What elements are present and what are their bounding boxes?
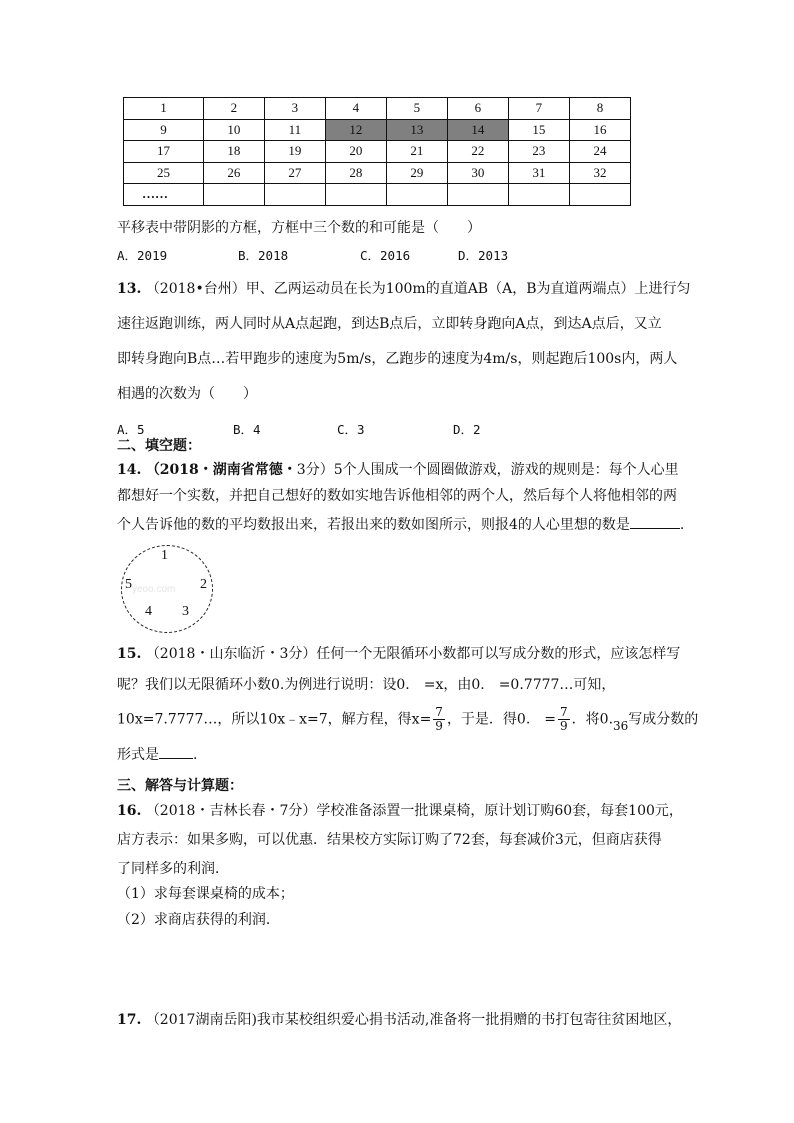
table-cell: …… xyxy=(124,184,204,206)
table-cell: 20 xyxy=(325,141,386,163)
q13-line-1 xyxy=(117,280,691,298)
q13-line-3: 即转身跑向B点…若甲跑步的速度为5m/s，乙跑步的速度为4m/s，则起跑后100s内，两人 xyxy=(117,351,678,367)
q15-text: ．将0. xyxy=(571,711,614,728)
table-cell: 19 xyxy=(264,141,325,163)
table-cell: 17 xyxy=(124,141,204,163)
table-cell: 11 xyxy=(264,119,325,141)
table-cell xyxy=(203,184,264,206)
q12-option-b: B．2018 xyxy=(238,248,289,263)
table-cell: 25 xyxy=(124,162,204,184)
q17-text: （2017湖南岳阳)我市某校组织爱心捐书活动,准备将一批捐赠的书打包寄往贫困地区， xyxy=(145,1012,682,1028)
q13-option-a: A．5 xyxy=(117,422,145,437)
q14-source: （2018・湖南省常德・ xyxy=(145,462,297,478)
q16-line-1 xyxy=(117,802,683,820)
q15-text: 10x=7.7777…，所以10x﹣x=7，解方程，得x= xyxy=(117,711,432,728)
answer-blank xyxy=(159,744,193,759)
fraction xyxy=(558,706,570,733)
table-cell: 1 xyxy=(124,98,204,120)
q13-line-2: 速往返跑训练，两人同时从A点起跑，到达B点后，立即转身跑向A点，到达A点后，又立 xyxy=(117,316,662,332)
table-cell xyxy=(264,184,325,206)
table-cell: 3 xyxy=(264,98,325,120)
q17-number: 17. xyxy=(117,1012,142,1028)
section-calculation-heading: 三、解答与计算题： xyxy=(117,778,243,794)
table-cell xyxy=(325,184,386,206)
table-cell: 9 xyxy=(124,119,204,141)
q15-number: 15. xyxy=(117,646,142,662)
table-cell: 7 xyxy=(508,98,569,120)
table-cell: 15 xyxy=(508,119,569,141)
table-row xyxy=(124,119,631,141)
q13-option-b: B．4 xyxy=(233,422,261,437)
q16-line-2: 店方表示：如果多购，可以优惠．结果校方实际订购了72套，每套减价3元，但商店获得 xyxy=(117,832,662,848)
q17-line-1 xyxy=(117,1011,681,1029)
table-cell xyxy=(386,184,447,206)
table-cell xyxy=(569,184,630,206)
q15-text: ，于是．得0. = xyxy=(446,711,557,728)
table-cell: 8 xyxy=(569,98,630,120)
circle-number-4: 4 xyxy=(145,604,152,619)
circle-diagram xyxy=(121,545,213,633)
q15-period: . xyxy=(193,747,198,763)
table-cell xyxy=(447,184,508,206)
table-cell: 30 xyxy=(447,162,508,184)
q16-subquestion-2: （2）求商店获得的利润． xyxy=(117,912,280,928)
q13-text: （2018•台州）甲、乙两运动员在长为100m的直道AB（A，B为直道两端点）上进行匀 xyxy=(145,281,691,297)
q14-number: 14. xyxy=(117,462,142,478)
q14-text: 个人告诉他的数的平均数报出来，若报出来的数如图所示，则报4的人心里想的数是 xyxy=(117,517,630,533)
q12-option-c: C．2016 xyxy=(360,248,411,263)
q16-text: （2018・吉林长春・7分）学校准备添置一批课桌椅，原计划订购60套，每套100元， xyxy=(145,803,683,819)
q12-option-d: D．2013 xyxy=(458,248,509,263)
table-cell: 26 xyxy=(203,162,264,184)
q16-subquestion-1: （1）求每套课桌椅的成本； xyxy=(117,886,294,902)
q13-line-4: 相遇的次数为（ ） xyxy=(117,386,257,402)
table-cell: 18 xyxy=(203,141,264,163)
q16-number: 16. xyxy=(117,803,142,819)
table-cell: 29 xyxy=(386,162,447,184)
q14-line-2: 都想好一个实数，并把自己想好的数如实地告诉他相邻的两个人，然后每个人将他相邻的两 xyxy=(117,488,677,504)
table-cell: 5 xyxy=(386,98,447,120)
q15-text: （2018・山东临沂・3分）任何一个无限循环小数都可以写成分数的形式，应该怎样写 xyxy=(145,646,681,662)
q13-option-d: D．2 xyxy=(453,422,481,437)
shaded-cell: 13 xyxy=(386,119,447,141)
watermark: yeoo.com xyxy=(132,584,176,595)
q14-line-1 xyxy=(117,461,679,479)
answer-blank xyxy=(630,514,680,529)
q14-text: 3分）5个人围成一个圆圈做游戏，游戏的规则是：每个人心里 xyxy=(296,462,679,478)
fraction xyxy=(433,706,445,733)
table-cell: 23 xyxy=(508,141,569,163)
section-fill-in-heading: 二、填空题： xyxy=(117,438,201,454)
table-cell: 27 xyxy=(264,162,325,184)
q15-line-2: 呢？我们以无限循环小数0.为例进行说明：设0. =x，由0. =0.7777…可知， xyxy=(117,677,616,693)
fraction-numerator: 7 xyxy=(560,705,568,719)
repeating-decimal: 36 xyxy=(613,718,629,733)
table-cell: 6 xyxy=(447,98,508,120)
table-cell: 28 xyxy=(325,162,386,184)
table-cell: 16 xyxy=(569,119,630,141)
table-cell xyxy=(508,184,569,206)
number-table xyxy=(123,97,631,206)
table-row xyxy=(124,184,631,206)
q12-option-a: A．2019 xyxy=(117,248,168,263)
table-cell: 21 xyxy=(386,141,447,163)
shaded-cell: 12 xyxy=(325,119,386,141)
table-cell: 10 xyxy=(203,119,264,141)
q15-line-4 xyxy=(117,744,197,764)
fraction-denominator: 9 xyxy=(435,719,443,733)
q13-number: 13. xyxy=(117,281,142,297)
table-cell: 4 xyxy=(325,98,386,120)
table-cell: 31 xyxy=(508,162,569,184)
q14-line-3 xyxy=(117,514,684,534)
q15-text: 形式是 xyxy=(117,747,159,763)
table-row xyxy=(124,98,631,120)
q16-line-3: 了同样多的利润． xyxy=(117,861,229,877)
circle-number-1: 1 xyxy=(161,548,168,563)
table-row xyxy=(124,162,631,184)
table-row xyxy=(124,141,631,163)
fraction-denominator: 9 xyxy=(560,719,568,733)
table-cell: 22 xyxy=(447,141,508,163)
shaded-cell: 14 xyxy=(447,119,508,141)
circle-number-3: 3 xyxy=(182,604,189,619)
table-cell: 24 xyxy=(569,141,630,163)
table-cell: 32 xyxy=(569,162,630,184)
q14-period: . xyxy=(679,517,685,533)
table-cell: 2 xyxy=(203,98,264,120)
circle-number-5: 5 xyxy=(125,577,132,592)
q12-stem: 平移表中带阴影的方框，方框中三个数的和可能是（ ） xyxy=(117,220,481,236)
q13-option-c: C．3 xyxy=(337,422,365,437)
fraction-numerator: 7 xyxy=(435,705,443,719)
q15-text: 写成分数的 xyxy=(628,711,699,728)
circle-number-2: 2 xyxy=(200,577,207,592)
q15-line-3 xyxy=(117,706,698,733)
q15-line-1 xyxy=(117,645,680,663)
